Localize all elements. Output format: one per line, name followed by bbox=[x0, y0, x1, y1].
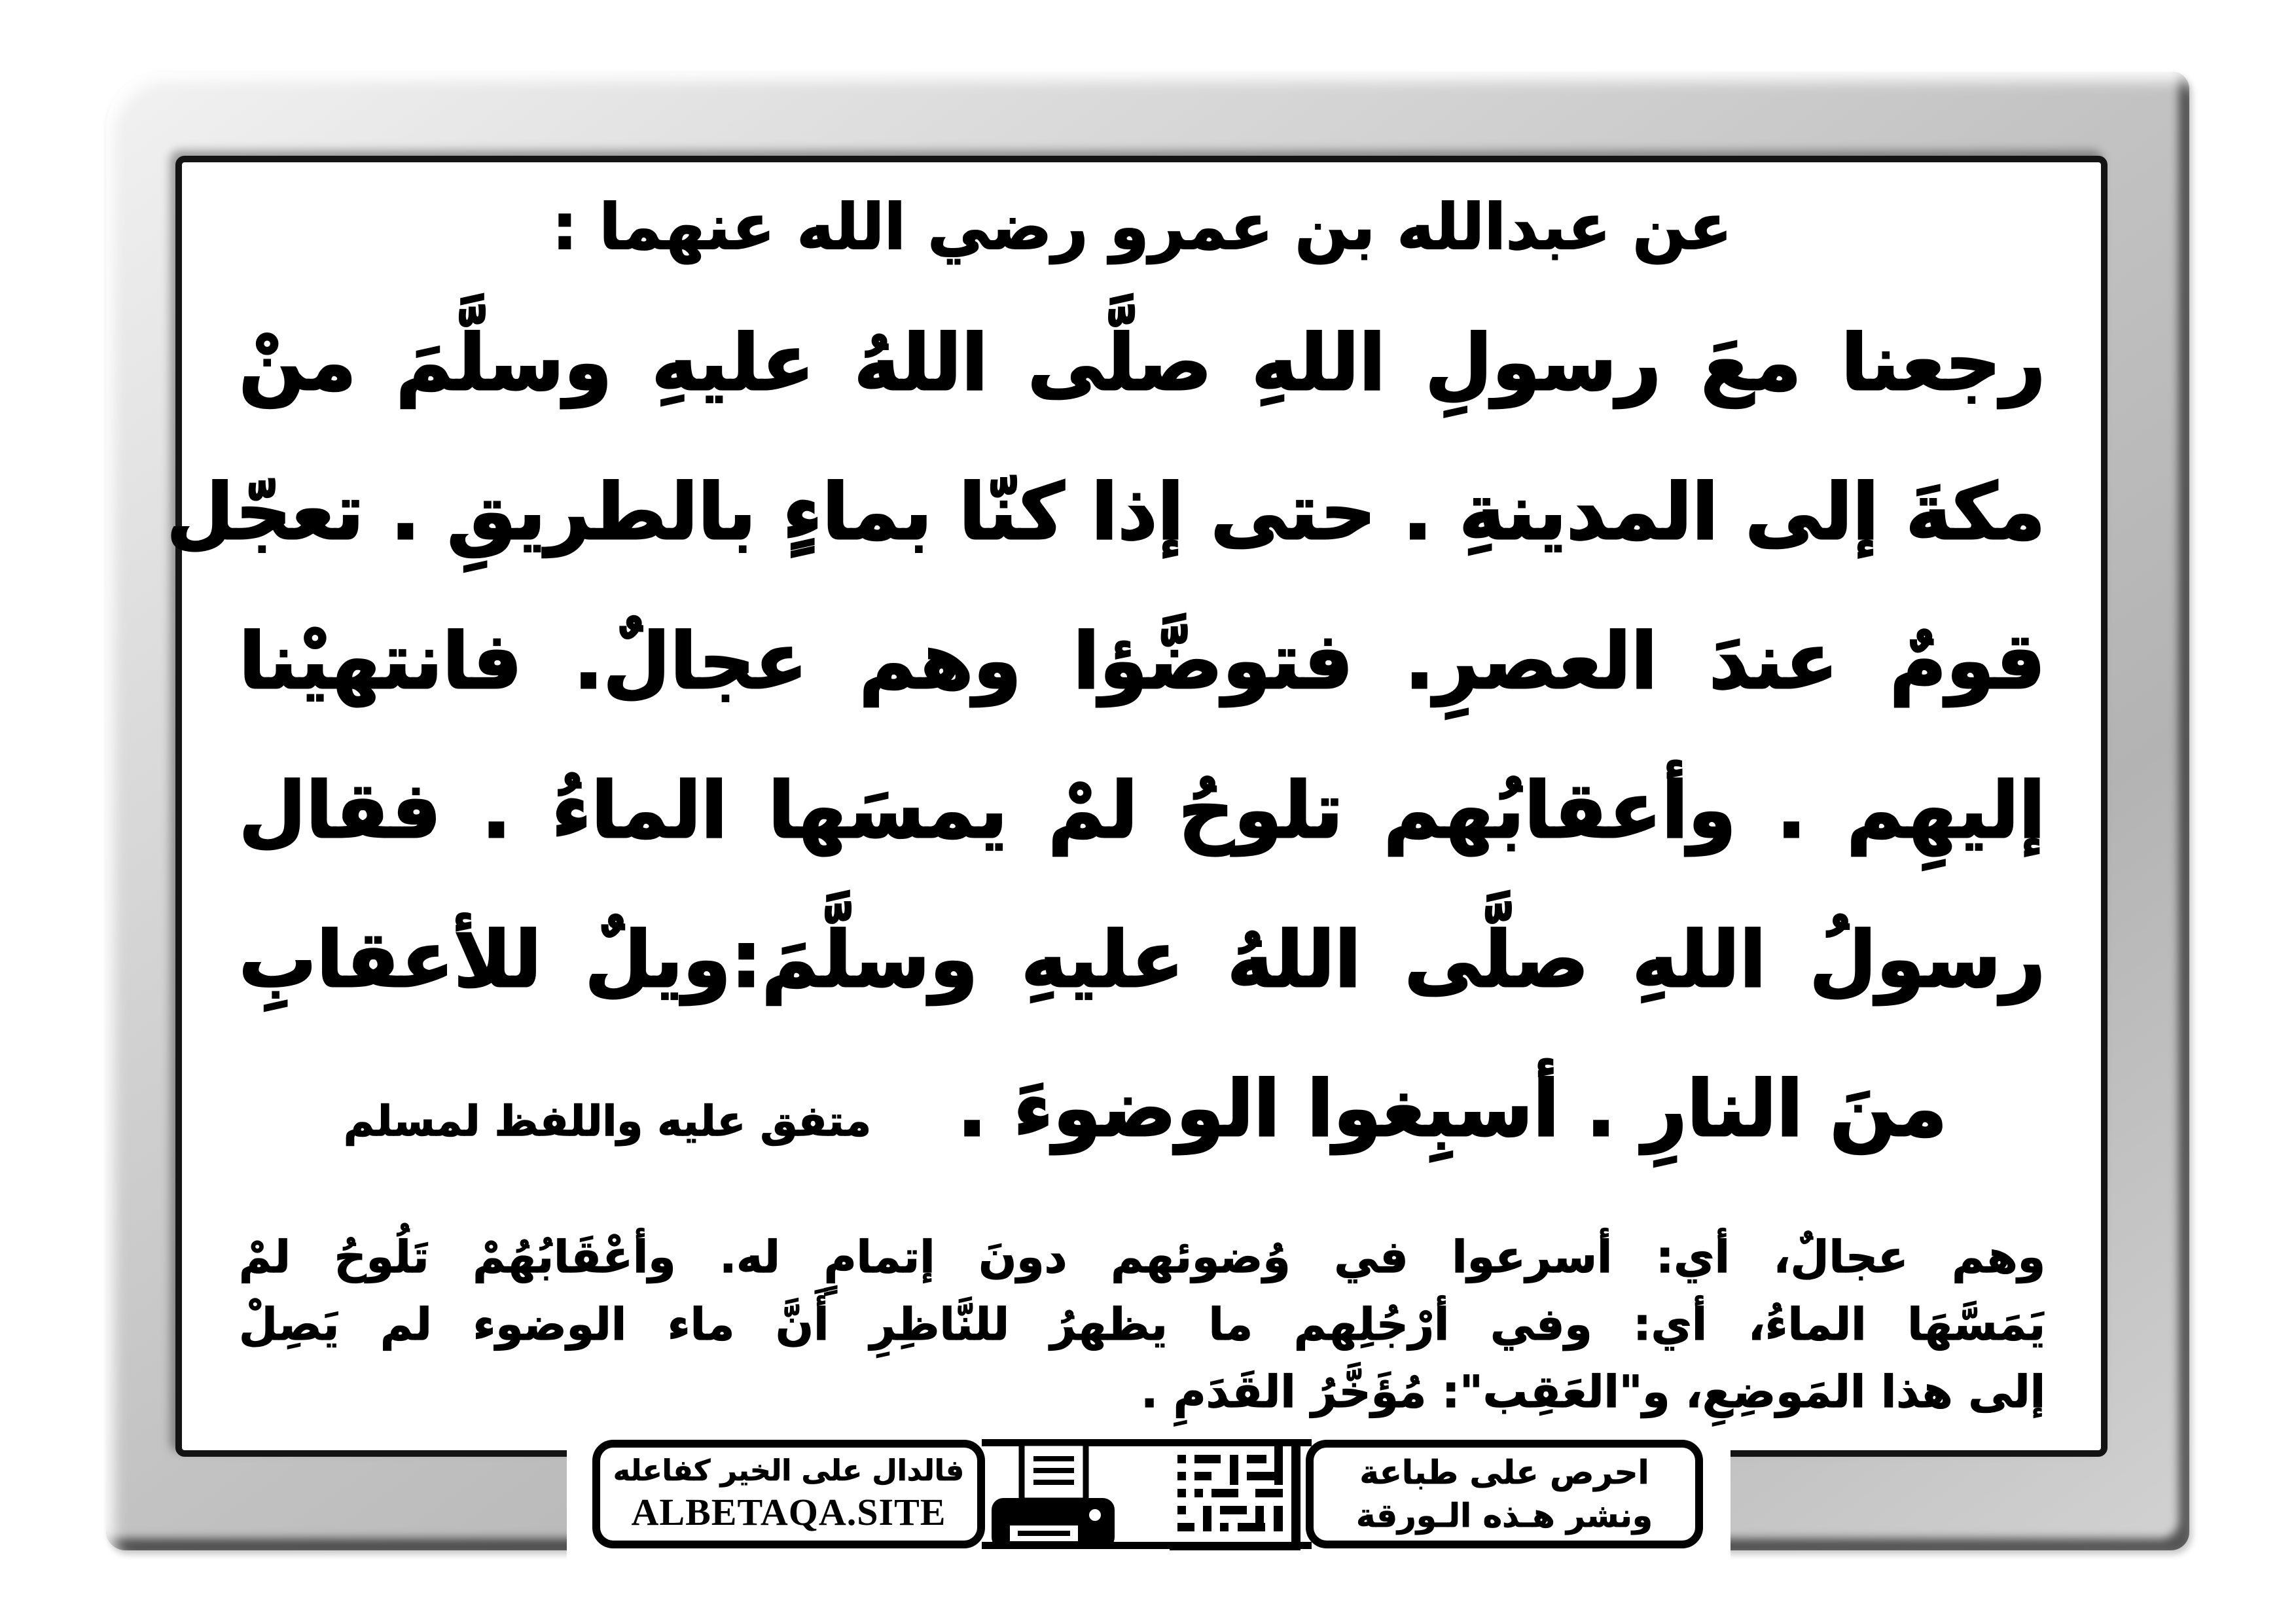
hadith-line: قومٌ عندَ العصرِ. فتوضَّؤا وهم عجالٌ. فانتهيْنا bbox=[239, 616, 2045, 706]
hadith-line: رسولُ اللهِ صلَّى اللهُ عليهِ وسلَّمَ:ويلٌ للأعقابِ bbox=[239, 914, 2045, 1005]
hadith-line: منَ النارِ . أسبِغوا الوضوءَ . bbox=[957, 1063, 1947, 1154]
referral-text: فالدال على الخير كفاعله bbox=[613, 1454, 965, 1488]
print-note-box bbox=[1306, 1440, 1703, 1548]
explanation-line: إلى هذا المَوضِعِ، و"العَقِب": مُؤَخَّرُ القَدَمِ . bbox=[1141, 1366, 2045, 1418]
explanation-line: يَمَسَّهَا الماءُ، أي: وفي أرْجُلِهم ما يظهرُ للنَّاظِرِ أَنَّ ماء الوضوء لم يَصِلْ bbox=[239, 1299, 2045, 1351]
explanation-line: وهم عجالٌ، أي: أسرعوا في وُضوئهم دونَ إتمامٍ له. وأعْقَابُهُمْ تَلُوحُ لمْ bbox=[239, 1232, 2045, 1283]
printer-icon bbox=[990, 1440, 1116, 1549]
explanation-text bbox=[239, 1224, 2045, 1426]
referral-box bbox=[592, 1440, 985, 1548]
print-note-line-2: ونشر هـذه الـورقة bbox=[1356, 1497, 1653, 1535]
hadith-last-line-row bbox=[239, 1034, 2045, 1183]
hadith-line: إليهِم . وأعقابُهم تلوحُ لمْ يمسَها الماءُ . فقال bbox=[239, 765, 2045, 855]
print-note-line-1: احرص على طباعة bbox=[1359, 1454, 1649, 1491]
hadith-text bbox=[166, 288, 2045, 1183]
albetaqa-square-kufic-logo-icon bbox=[1170, 1439, 1300, 1550]
hadith-attribution: متفق عليه واللفظ لمسلم bbox=[344, 1097, 871, 1146]
card-content bbox=[166, 164, 2098, 1450]
narrator-line: عن عبدالله بن عمرو رضي الله عنهما : bbox=[552, 190, 1732, 264]
site-url: ALBETAQA.SITE bbox=[631, 1491, 946, 1533]
hadith-line: مكةَ إلى المدينةِ . حتى إذا كنّا بماءٍ بالطريقِ . تعجّل bbox=[166, 467, 2045, 557]
hadith-line: رجعنا معَ رسولِ اللهِ صلَّى اللهُ عليهِ وسلَّمَ منْ bbox=[239, 317, 2045, 408]
